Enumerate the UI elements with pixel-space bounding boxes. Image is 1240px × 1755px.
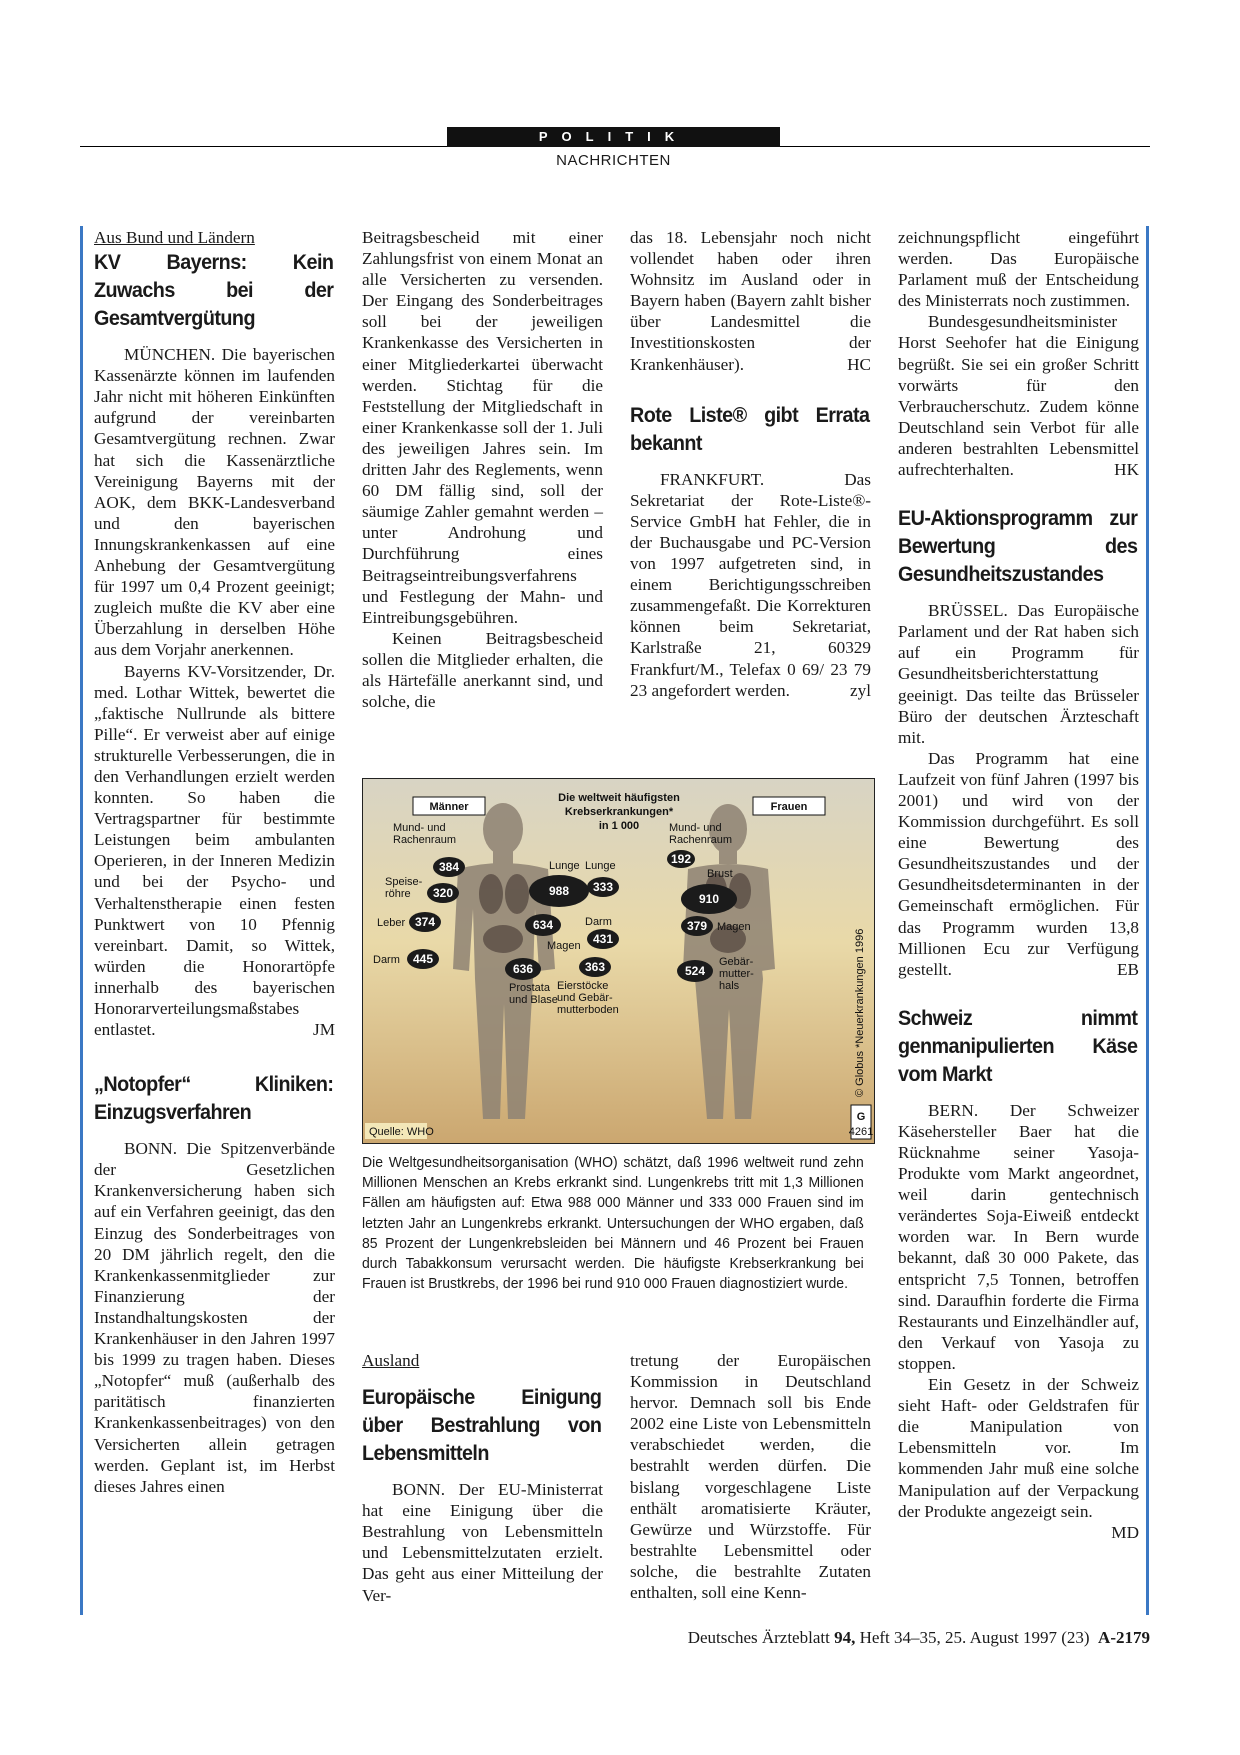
- women-value: 379: [686, 919, 708, 933]
- footer-page-number: A-2179: [1098, 1628, 1150, 1647]
- subsection-label: NACHRICHTEN: [556, 152, 671, 169]
- cancer-infographic: [362, 778, 875, 1144]
- infographic-svg: [363, 779, 874, 1143]
- women-site-label: Mund- und: [669, 822, 722, 834]
- men-site-label: Darm: [373, 954, 400, 966]
- article-paragraph: BONN. Der EU-Ministerrat hat eine Einigung über die Bestrahlung von Lebensmitteln und Lebensmittelzutaten erzielt. Das geht aus einer Mitteilung der Ver-: [362, 1480, 603, 1605]
- men-value: 384: [438, 860, 460, 874]
- men-site-label: Magen: [547, 940, 581, 952]
- men-value: 320: [432, 886, 454, 900]
- author-signature: EB: [1117, 959, 1139, 979]
- footer-journal: Deutsches Ärzteblatt: [687, 1628, 830, 1647]
- column-marker-right: [1146, 226, 1149, 1615]
- men-value: 634: [532, 918, 554, 932]
- rubric-ausland: Ausland: [362, 1351, 420, 1370]
- figure-title-3: in 1 000: [598, 820, 640, 832]
- men-value: 445: [412, 952, 434, 966]
- women-site-label: mutterboden: [557, 1004, 619, 1016]
- column-3: [630, 227, 871, 701]
- male-body-silhouette: [453, 803, 555, 1119]
- bottom-column-1: [362, 1350, 603, 1606]
- article-paragraph: Beitragsbescheid mit einer Zahlungsfrist von einem Monat an alle Versicherten zu versenden. Der Eingang des Sonderbeitrages soll bei der jeweiligen Krankenkasse des Versicherten in einer Mitgliederkartei überwacht werden. Stichtag für die Feststellung der Mitgliedschaft in einer Krankenkasse soll der 1. Juli des jeweiligen Jahres sein. Im dritten Jahr des Reglements, wenn 60 DM fällig sind, soll der säumige Zahler gemahnt werden – unter Androhung und Durchführung eines Beitragseintreibungsverfahrens und Festlegung der Mahn- und Eintreibungsgebühren.: [362, 228, 603, 627]
- men-label: Männer: [429, 801, 469, 813]
- women-site-label: Magen: [717, 921, 751, 933]
- article-paragraph: Ein Gesetz in der Schweiz sieht Haft- oder Geldstrafen für die Manipulation von Lebensmitteln vor. Im kommenden Jahr muß eine solche Manipulation auf der Verpackung der Produkte angezeigt sein. MD: [898, 1375, 1139, 1542]
- bottom-column-2: [630, 1350, 871, 1603]
- column-4: [898, 227, 1139, 1543]
- rubric-bund-laender: Aus Bund und Ländern: [94, 228, 255, 247]
- women-site-label: Brust: [707, 868, 733, 880]
- article-paragraph: das 18. Lebensjahr noch nicht vollendet haben oder ihren Wohnsitz im Ausland oder in Bayern haben (Bayern zahlt bisher über Landesmittel die Investitionskosten der Krankenhäuser). HC: [630, 228, 871, 374]
- footer-volume: 94,: [834, 1628, 856, 1647]
- headline-bestrahlung: Europäische Einigung über Bestrahlung von Lebensmitteln: [362, 1385, 602, 1466]
- author-signature: HK: [1114, 460, 1139, 480]
- column-1: [94, 227, 335, 1497]
- article-paragraph: BRÜSSEL. Das Europäische Parlament und der Rat haben sich auf ein Programm für Gesundheitsberichterstattung geeinigt. Das teilte das Brüsseler Büro der deutschen Ärzteschaft mit.: [898, 601, 1139, 747]
- headline-rote-liste: Rote Liste® gibt Errata bekannt: [630, 402, 870, 455]
- figure-title-2: Krebserkrankungen*: [564, 806, 674, 818]
- women-value: 431: [592, 932, 614, 946]
- women-value: 333: [592, 880, 614, 894]
- figure-caption: Die Weltgesundheitsorganisation (WHO) schätzt, daß 1996 weltweit rund zehn Millionen Menschen an Krebs erkrankt sind. Lungenkrebs tritt mit 1,3 Millionen Fällen am häufigsten auf: Etwa 988 000 Männer und 333 000 Frauen sind im letzten Jahr an Lungenkrebs erkrankt. Untersuchungen der WHO ergaben, daß 85 Prozent der Lungenkrebsleiden bei Männern und 46 Prozent bei Frauen durch Tabakkonsum verursacht werden. Die häufigste Krebserkrankung bei Frauen ist Brustkrebs, der 1996 bei rund 910 000 Frauen diagnostiziert wurde.: [362, 1155, 864, 1293]
- footer-issue: Heft 34–35, 25. August 1997 (23): [859, 1628, 1090, 1647]
- article-paragraph: FRANKFURT. Das Sekretariat der Rote-Liste®-Service GmbH hat Fehler, die in der Buchausgabe und PC-Version von 1997 aufgetreten sind, in einem Berichtigungsschreiben zusammengefaßt. Die Korrekturen können beim Sekretariat, Karlstraße 21, 60329 Frankfurt/M., Telefax 0 69/ 23 79 23 angefordert werden. zyl: [630, 469, 871, 700]
- globus-logo-glyph: G: [856, 1111, 866, 1123]
- men-site-label: Rachenraum: [393, 834, 456, 846]
- women-value: 524: [684, 964, 706, 978]
- women-value: 192: [670, 852, 692, 866]
- author-signature: MD: [1111, 1522, 1139, 1542]
- men-site-label: Prostata: [509, 982, 550, 994]
- article-paragraph: tretung der Europäischen Kommission in Deutschland hervor. Demnach soll bis Ende 2002 eine Liste von Lebensmitteln verabschiedet werden, die bestrahlt werden dürfen. Die bislang vorgeschlagene Liste enthält aromatisierte Kräuter, Gewürze und Würzstoffe. Für bestrahlte Lebensmittel oder solche, die bestrahlte Zutaten enthalten, soll eine Kenn-: [630, 1351, 871, 1603]
- men-site-label: Lunge: [549, 860, 580, 872]
- women-site-label: mutter-: [719, 968, 754, 980]
- globus-side-note: © Globus *Neuerkrankungen 1996: [854, 928, 866, 1097]
- men-value: 988: [548, 884, 570, 898]
- column-marker-left: [80, 226, 83, 1615]
- article-paragraph: Keinen Beitragsbescheid sollen die Mitglieder erhalten, die als Härtefälle anerkannt sind, und solche, die: [362, 628, 603, 712]
- article-paragraph: BERN. Der Schweizer Käsehersteller Baer hat die Rücknahme seiner Yasoja-Produkte vom Markt angeordnet, weil darin gentechnisch verändertes Soja-Eiweiß entdeckt worden war. In Bern wurde bekannt, daß 30 000 Pakete, das entspricht 7,5 Tonnen, betroffen sind. Daraufhin forderte die Firma Restaurants und Einzelhändler auf, den Verkauf von Yasoja zu stoppen.: [898, 1100, 1139, 1373]
- men-site-label: Leber: [377, 917, 406, 929]
- column-2: [362, 227, 603, 712]
- women-site-label: Gebär-: [719, 956, 754, 968]
- page-footer: [560, 1628, 1150, 1648]
- article-paragraph: BONN. Die Spitzenverbände der Gesetzlichen Krankenversicherung haben sich auf ein Verfahren geeinigt, das den Einzug des Sonderbeitrages von 20 DM jährlich regelt, den die Krankenkassenmitglieder zur Finanzierung der Instandhaltungskosten der Krankenhäuser in den Jahren 1997 bis 1999 zu tragen haben. Dieses „Notopfer“ muß (außerhalb des paritätisch finanzierten Krankenkassenbeitrages) von den Versicherten allein getragen werden. Geplant ist, im Herbst dieses Jahres einen: [94, 1139, 335, 1496]
- women-value: 910: [698, 892, 720, 906]
- men-site-label: Speise-: [385, 876, 423, 888]
- men-value: 374: [414, 915, 436, 929]
- article-paragraph: MÜNCHEN. Die bayerischen Kassenärzte können im laufenden Jahr nicht mit höheren Einkünften aufgrund der vereinbarten Gesamtvergütung rechnen. Zwar hat sich die Kassenärztliche Vereinigung Bayerns mit der AOK, dem BKK-Landesverband und den bayerischen Innungskrankenkassen auf eine Anhebung der Gesamtvergütung für 1997 um 0,4 Prozent geeinigt; zugleich mußte die KV aber eine Überzahlung in derselben Höhe aus dem Vorjahr anerkennen.: [94, 345, 335, 660]
- women-site-label: hals: [719, 980, 740, 992]
- men-site-label: röhre: [385, 888, 411, 900]
- author-signature: JM: [313, 1020, 335, 1040]
- section-label: POLITIK: [447, 127, 780, 147]
- men-site-label: und Blase: [509, 994, 558, 1006]
- headline-eu-aktionsprogramm: EU-Aktionsprogramm zur Bewertung des Gesundheitszustandes: [898, 506, 1138, 587]
- men-site-label: Mund- und: [393, 822, 446, 834]
- women-site-label: und Gebär-: [557, 992, 613, 1004]
- globus-code: 4261: [848, 1126, 874, 1138]
- women-site-label: Rachenraum: [669, 834, 732, 846]
- figure-title-1: Die weltweit häufigsten: [558, 792, 680, 804]
- women-label: Frauen: [770, 801, 808, 813]
- men-value: 636: [512, 962, 534, 976]
- headline-kv-bayerns: KV Bayerns: Kein Zuwachs bei der Gesamtvergütung: [94, 250, 334, 331]
- women-site-label: Eierstöcke: [557, 980, 609, 992]
- article-paragraph: Das Programm hat eine Laufzeit von fünf Jahren (1997 bis 2001) und wird von der Kommission durchgeführt. Es soll eine Bewertung des Gesundheitszustandes und der Gesundheitsdeterminanten in der Gemeinschaft ermöglichen. Für das Programm wurden 13,8 Millionen Ecu zur Verfügung gestellt. EB: [898, 748, 1139, 979]
- women-site-label: Darm: [585, 916, 612, 928]
- article-paragraph: Bayerns KV-Vorsitzender, Dr. med. Lothar Wittek, bewertet die „faktische Nullrunde als bittere Pille“. Er verweist aber auf einige strukturelle Verbesserungen, die in den Verhandlungen erzielt werden konnten. So haben die Vertragspartner für bestimmte Leistungen beim ambulanten Operieren, in der Inneren Medizin und bei der Psycho- und Verhaltenstherapie einen festen Punktwert von 10 Pfennig vereinbart. Damit, so Wittek, würden die Honorartöpfe innerhalb des bayerischen Honorarverteilungsmaßstabes entlastet. JM: [94, 661, 335, 1040]
- article-paragraph: Bundesgesundheitsminister Horst Seehofer hat die Einigung begrüßt. Sie sei ein großer Schritt vorwärts für den Verbraucherschutz. Zudem könne Deutschland sein Verbot für alle anderen bestrahlten Lebensmittel aufrechterhalten. HK: [898, 312, 1139, 480]
- headline-schweiz-kaese: Schweiz nimmt genmanipulierten Käse vom Markt: [898, 1005, 1138, 1086]
- women-site-label: Lunge: [585, 860, 616, 872]
- headline-notopfer: „Notopfer“ Kliniken: Einzugsverfahren: [94, 1072, 334, 1125]
- article-paragraph: zeichnungspflicht eingeführt werden. Das Europäische Parlament muß der Entscheidung des Ministerrats noch zustimmen.: [898, 228, 1139, 311]
- author-signature: zyl: [850, 680, 871, 700]
- author-signature: HC: [847, 354, 871, 374]
- women-value: 363: [584, 960, 606, 974]
- source-label: Quelle: WHO: [369, 1126, 434, 1138]
